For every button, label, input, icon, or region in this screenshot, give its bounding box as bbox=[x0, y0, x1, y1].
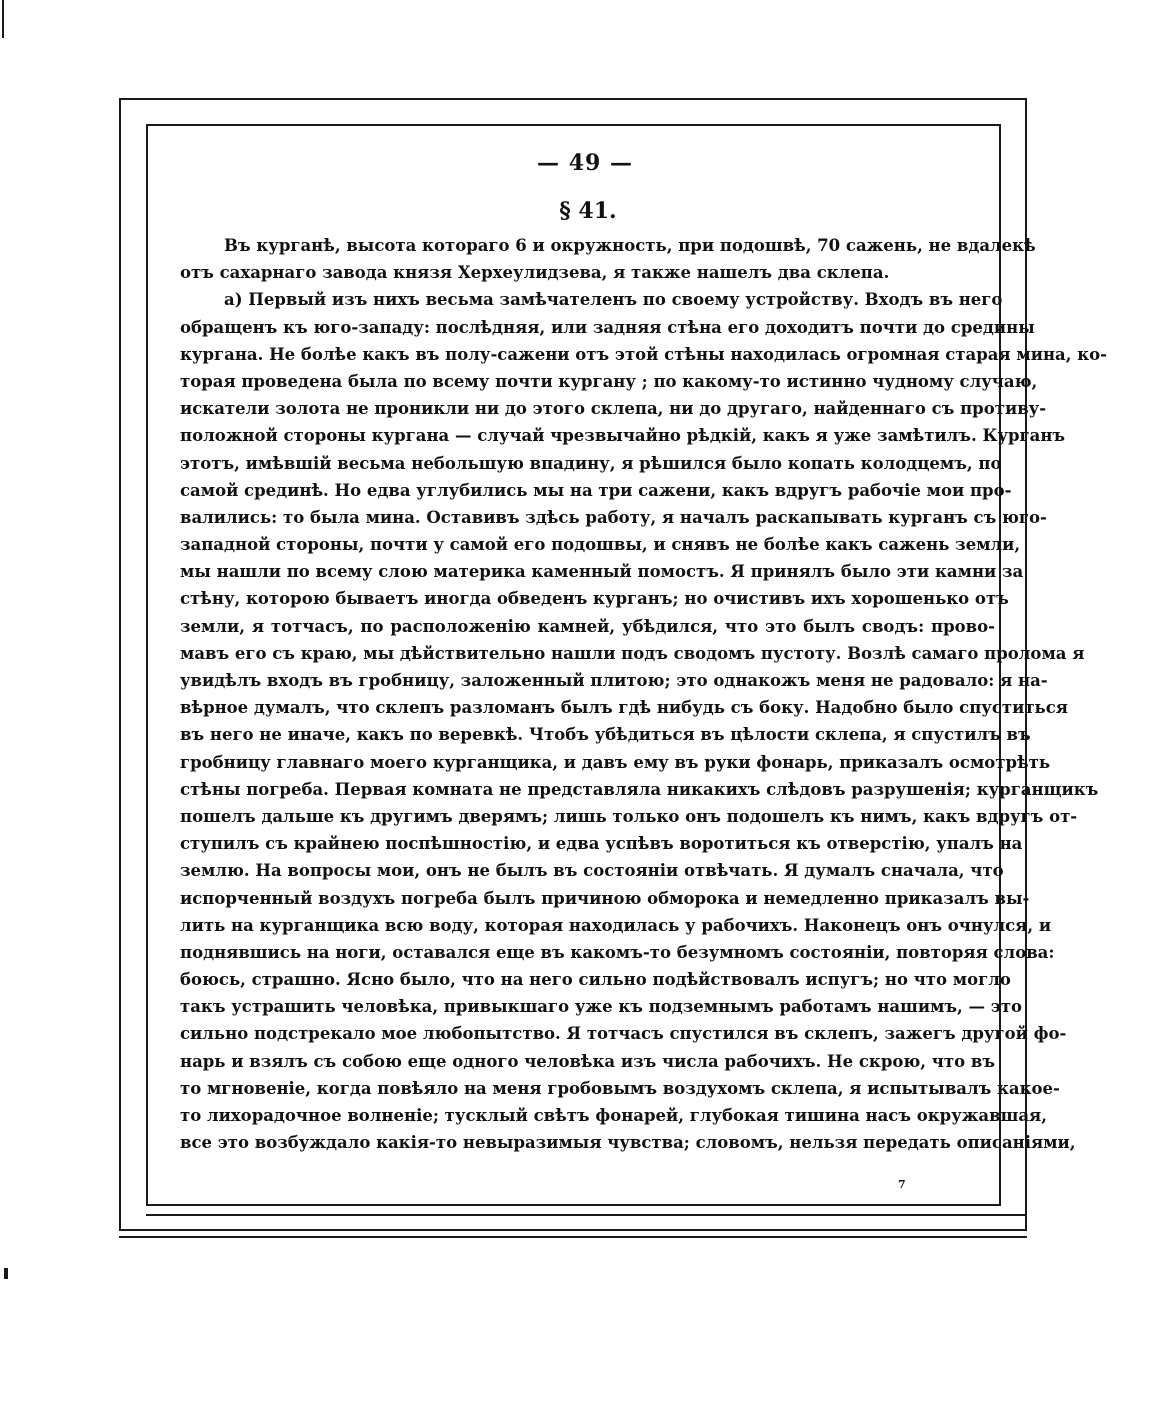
text-line: стѣну, которою бываетъ иногда обведенъ курганъ; но очистивъ ихъ хорошенько отъ bbox=[180, 589, 1009, 609]
text-line: отъ сахарнаго завода князя Херхеулидзева, я также нашелъ два склепа. bbox=[180, 263, 890, 283]
text-line: сильно подстрекало мое любопытство. Я тотчасъ спустился въ склепъ, зажегъ другой фо- bbox=[180, 1024, 1067, 1044]
text-line: то мгновеніе, когда повѣяло на меня гробовымъ воздухомъ склепа, я испытывалъ какое- bbox=[180, 1078, 1060, 1098]
text-line: гробницу главнаго моего курганщика, и давъ ему въ руки фонарь, приказалъ осмотрѣть bbox=[180, 752, 1051, 772]
body-text bbox=[180, 232, 1107, 1156]
text-line: стѣны погреба. Первая комната не представляла никакихъ слѣдовъ разрушенія; курганщикъ bbox=[180, 779, 1099, 799]
signature-mark: 7 bbox=[898, 1178, 906, 1191]
text-line: такъ устрашить человѣка, привыкшаго уже къ подземнымъ работамъ нашимъ, — это bbox=[180, 997, 1023, 1017]
text-line: лить на курганщика всю воду, которая находилась у рабочихъ. Наконецъ онъ очнулся, и bbox=[180, 915, 1052, 935]
text-line: увидѣлъ входъ въ гробницу, заложенный плитою; это однакожъ меня не радовало: я на- bbox=[180, 671, 1048, 690]
text-line: валились: то была мина. Оставивъ здѣсь работу, я началъ раскапывать курганъ съ юго- bbox=[180, 507, 1047, 527]
text-line: въ него не иначе, какъ по веревкѣ. Чтобъ убѣдиться въ цѣлости склепа, я спустилъ въ bbox=[180, 725, 1031, 745]
text-line: земли, я тотчасъ, по расположенію камней, убѣдился, что это былъ сводъ: прово- bbox=[180, 616, 995, 636]
text-line: мавъ его съ краю, мы дѣйствительно нашли подъ сводомъ пустоту. Возлѣ самаго пролома я bbox=[180, 643, 1085, 663]
text-line: западной стороны, почти у самой его подошвы, и снявъ не болѣе какъ сажень земли, bbox=[180, 535, 1021, 555]
text-line: кургана. Не болѣе какъ въ полу-сажени отъ этой стѣны находилась огромная старая мина, ко- bbox=[180, 344, 1107, 364]
scan-edge-dot bbox=[4, 1268, 8, 1279]
text-line: обращенъ къ юго-западу: послѣдняя, или задняя стѣна его доходитъ почти до средины bbox=[180, 317, 1035, 337]
bottom-rule bbox=[146, 1214, 1027, 1216]
text-line: мы нашли по всему слою материка каменный помостъ. Я принялъ было эти камни за bbox=[180, 562, 1024, 582]
text-line: вѣрное думалъ, что склепъ разломанъ былъ гдѣ нибудь съ боку. Надобно было спуститься bbox=[180, 698, 1068, 718]
text-line: все это возбуждало какія-то невыразимыя чувства; словомъ, нельзя передать описаніями, bbox=[180, 1133, 1076, 1153]
text-line: пошелъ дальше къ другимъ дверямъ; лишь только онъ подошелъ къ нимъ, какъ вдругъ от- bbox=[180, 806, 1078, 826]
text-line: искатели золота не проникли ни до этого склепа, ни до другаго, найденнаго съ противу- bbox=[180, 399, 1047, 419]
text-line: положной стороны кургана — случай чрезвычайно рѣдкій, какъ я уже замѣтилъ. Курганъ bbox=[180, 426, 1066, 446]
scan-edge-mark bbox=[2, 0, 4, 38]
text-line: этотъ, имѣвшій весьма небольшую впадину, я рѣшился было копать колодцемъ, по bbox=[180, 453, 1002, 473]
bottom-rule bbox=[119, 1236, 1027, 1238]
text-line: Въ курганѣ, высота котораго 6 и окружность, при подошвѣ, 70 сажень, не вдалекѣ bbox=[224, 236, 1036, 255]
text-line: боюсь, страшно. Ясно было, что на него сильно подѣйствовалъ испугъ; но что могло bbox=[180, 970, 1011, 990]
bottom-rule bbox=[119, 1229, 1027, 1231]
text-line: испорченный воздухъ погреба былъ причиною обморока и немедленно приказалъ вы- bbox=[180, 888, 1030, 908]
text-line: торая проведена была по всему почти кургану ; по какому-то истинно чудному случаю, bbox=[180, 371, 1038, 391]
section-heading: § 41. bbox=[559, 198, 617, 224]
page-number: — 49 — bbox=[537, 150, 633, 176]
text-line: то лихорадочное волненіе; тусклый свѣтъ фонарей, глубокая тишина насъ окружавшая, bbox=[180, 1106, 1047, 1125]
text-line: а) Первый изъ нихъ весьма замѣчателенъ по своему устройству. Входъ въ него bbox=[224, 290, 1003, 310]
text-line: нарь и взялъ съ собою еще одного человѣка изъ числа рабочихъ. Не скрою, что въ bbox=[180, 1051, 995, 1071]
text-line: землю. На вопросы мои, онъ не былъ въ состояніи отвѣчать. Я думалъ сначала, что bbox=[180, 861, 1004, 881]
text-line: самой срединѣ. Но едва углубились мы на три сажени, какъ вдругъ рабочіе мои про- bbox=[180, 480, 1012, 500]
text-line: ступилъ съ крайнею поспѣшностію, и едва успѣвъ воротиться къ отверстію, упалъ на bbox=[180, 834, 1023, 854]
text-line: поднявшись на ноги, оставался еще въ какомъ-то безумномъ состояніи, повторяя слова: bbox=[180, 942, 1055, 962]
